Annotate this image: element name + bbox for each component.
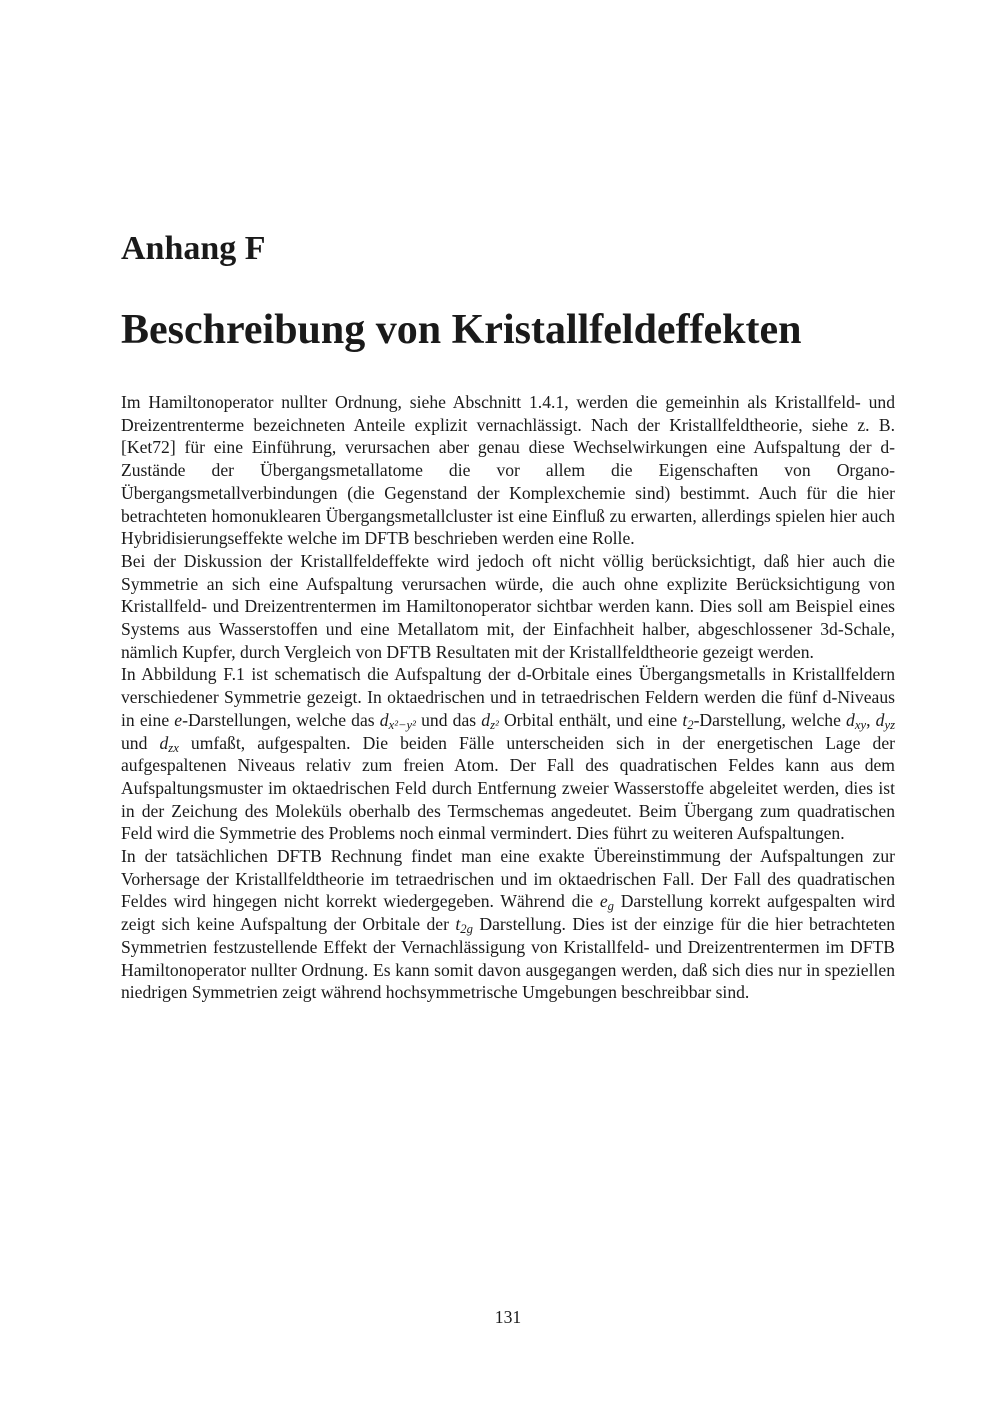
subscript-x2y2: x²−y² xyxy=(388,718,416,732)
math-d-x2y2 xyxy=(380,710,416,730)
math-d: d xyxy=(846,709,855,730)
subscript-yz: yz xyxy=(884,718,895,732)
math-d-zx xyxy=(159,733,178,753)
paragraph-3-text-2: -Darstellungen, welche das xyxy=(182,709,380,730)
math-eg xyxy=(599,891,614,914)
subscript-2: 2 xyxy=(687,718,694,732)
paragraph-4-text-1: In der tatsächlichen DFTB Rechnung findet man eine exakte Übereinstimmung der Aufspaltungen zur Vorhersage der Kristallfeldtheorie im tetraedrischen und im oktaedrischen Fall. Der Fall des quadratischen Feldes wird hingegen nicht korrekt wiedergegeben. Während die xyxy=(121,846,895,912)
math-d-xy xyxy=(846,710,866,730)
paragraph-1-text: Im Hamiltonoperator nullter Ordnung, siehe Abschnitt 1.4.1, werden die gemeinhin als Kristallfeld- und Dreizentrenterme bezeichneten Anteile explizit vernachlässigt. Nach der Kristallfeldtheorie, siehe z. B. [Ket72] für eine Einführung, verursachen aber genau diese Wechselwirkungen eine Aufspaltung der d-Zustände der Übergangsmetallatome die vor allem die Eigenschaften von Organo-Übergangsmetallverbindungen (die Gegenstand der Komplexchemie sind) bestimmt. Auch für die hier betrachteten homonuklearen Übergangsmetallcluster ist eine Einfluß zu erwarten, allerdings spielen hier auch Hybridisierungseffekte welche im DFTB beschrieben werden eine Rolle. xyxy=(121,392,895,549)
math-d: d xyxy=(481,709,491,730)
paragraph-2-text: Bei der Diskussion der Kristallfeldeffekte wird jedoch oft nicht völlig berücksichtigt, daß hier auch die Symmetrie an sich eine Aufspaltung verursachen würde, die auch ohne explizite Berücksichtigung von Kristallfeld- und Dreizentrentermen im Hamiltonoperator sichtbar werden kann. Dies soll am Beispiel eines Systems aus Wasserstoffen und eine Metallatom mit, der Einfachheit halber, abgeschlossener 3d-Schale, nämlich Kupfer, durch Vergleich von DFTB Resultaten mit der Kristallfeldtheorie gezeigt werden. xyxy=(121,550,895,662)
chapter-label: Anhang F xyxy=(121,230,266,267)
paragraph-1 xyxy=(121,391,895,550)
math-t: t xyxy=(455,914,461,935)
subscript-xy: xy xyxy=(854,718,867,732)
paragraph-4 xyxy=(121,845,895,1004)
math-t2 xyxy=(682,710,693,730)
paragraph-3-text-7: umfaßt, aufgespalten. Die beiden Fälle unterscheiden sich in der energetischen Lage der aufgespaltenen Niveaus relativ zum freien Atom. Der Fall des quadratischen Feldes kann aus dem Aufspaltungsmuster im oktaedrischen Feld durch Entfernung zweier Wasserstoffe abgeleitet werden, dies ist in der Zeichung des Moleküls oberhalb des Termschemas angedeutet. Beim Übergang zum quadratischen Feld wird die Symmetrie des Problems noch einmal vermindert. Dies führt zu weiteren Aufspaltungen. xyxy=(121,732,896,844)
paragraph-2 xyxy=(121,550,895,664)
page-number: 131 xyxy=(494,1307,522,1327)
math-d: d xyxy=(379,709,389,730)
paragraph-3-text-6: und xyxy=(121,732,160,753)
paragraph-3-text-3: und das xyxy=(415,709,482,730)
math-d: d xyxy=(875,709,885,730)
page xyxy=(121,0,895,1415)
math-e: e xyxy=(599,891,608,912)
math-d-yz xyxy=(876,710,895,730)
paragraph-3-text-5: -Darstellung, welche xyxy=(693,709,847,730)
math-d-z2 xyxy=(481,710,499,730)
paragraph-3 xyxy=(121,663,895,845)
body-text xyxy=(121,391,895,1004)
subscript-z2: z² xyxy=(490,718,499,732)
subscript-g: g xyxy=(607,899,614,914)
math-t: t xyxy=(682,709,688,730)
subscript-2g: 2g xyxy=(460,922,473,937)
math-t2g xyxy=(455,914,473,937)
paragraph-3-text-1: In Abbildung F.1 ist schematisch die Aufspaltung der d-Orbitale eines Übergangsmetalls in Kristallfeldern verschiedener Symmetrie gezeigt. In oktaedrischen und in tetraedrischen Feldern werden die fünf d-Niveaus in eine xyxy=(121,664,895,730)
math-d: d xyxy=(159,732,169,753)
math-e: e xyxy=(174,709,183,730)
subscript-zx: zx xyxy=(168,740,179,755)
chapter-title: Beschreibung von Kristallfeldeffekten xyxy=(121,307,802,353)
paragraph-4-text-3: Darstellung. Dies ist der einzige für die hier betrachteten Symmetrien festzustellende Effekt der Vernachlässigung von Kristallfeld- und Dreizentrentermen im DFTB Hamiltonoperator nullter Ordnung. Es kann somit davon ausgegangen werden, daß sich dies nur in speziellen niedrigen Symmetrien zeigt während hochsymmetrische Umgebungen beschreibbar sind. xyxy=(121,914,895,1003)
paragraph-3-sep: , xyxy=(866,709,876,730)
paragraph-3-text-4: Orbital enthält, und eine xyxy=(498,709,683,730)
paragraph-4-text-2: Darstellung korrekt aufgespalten wird zeigt sich keine Aufspaltung der Orbitale der xyxy=(121,891,896,935)
